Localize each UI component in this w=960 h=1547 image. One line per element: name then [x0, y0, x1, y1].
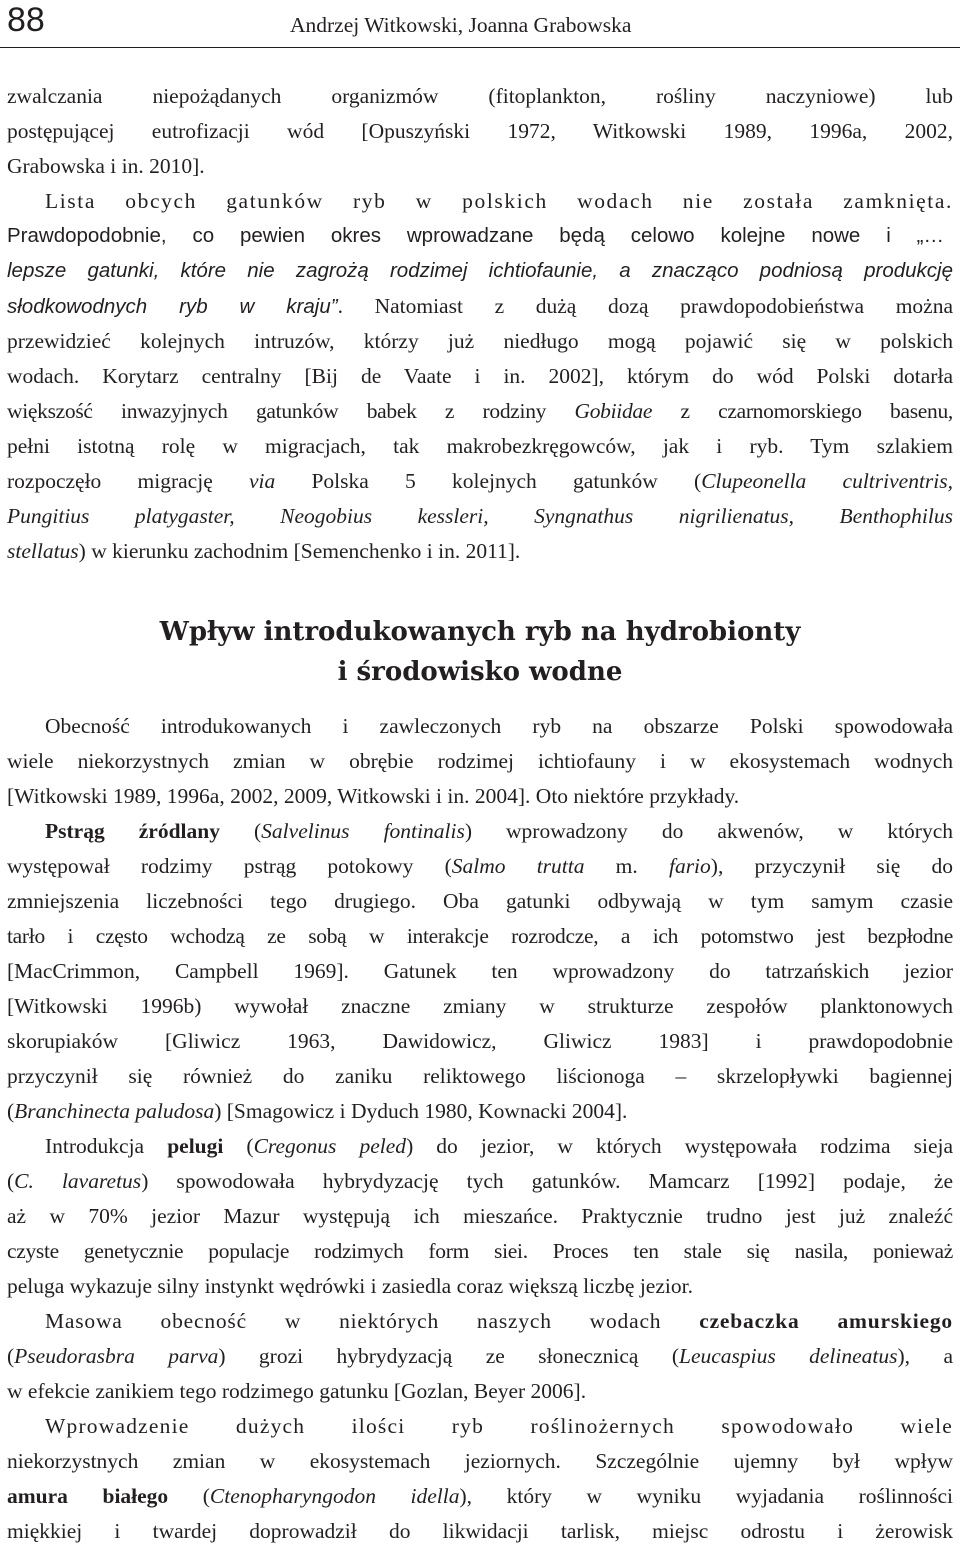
page-header [0, 0, 960, 50]
species-names: Pungitius platygaster, Neogobius kessleri, Syngnathus nigrilienatus, Benthophilus [7, 504, 953, 528]
text-span: . Natomiast z dużą dozą prawdopodobieństwa można [337, 294, 953, 318]
species-name: C. lavaretus [14, 1169, 142, 1193]
text-line: niekorzystnych zmian w ekosystemach jeziornych. Szczególnie ujemny był wpływ [7, 1449, 953, 1473]
text-line [7, 466, 953, 496]
text-line [7, 501, 953, 531]
text-line: skorupiaków [Gliwicz 1963, Dawidowicz, Gliwicz 1983] i prawdopodobnie [7, 1029, 953, 1053]
text-span: ) w kierunku zachodnim [Semenchenko i in. 2011]. [78, 539, 521, 563]
text-line: tarło i często wchodzą ze sobą w interakcje rozrodcze, a ich potomstwo jest bezpłodne [7, 924, 953, 948]
text-span: ( [223, 1134, 254, 1158]
species-common-name: pelugi [167, 1134, 224, 1158]
species-name: Ctenopharyngodon idella [209, 1484, 460, 1508]
text-span: ) grozi hybrydyzacją ze słonecznicą ( [218, 1344, 679, 1368]
text-span: ( [7, 1099, 15, 1123]
species-common-name: czebaczka amurskiego [699, 1309, 953, 1333]
text-line [7, 256, 953, 286]
text-line: czyste genetycznie populacje rodzimych form siei. Proces ten stale się nasila, ponieważ [7, 1239, 953, 1263]
text-line [7, 1096, 953, 1126]
text-span: Introdukcja [45, 1134, 168, 1158]
quote-text: lepsze gatunki, które nie zagrożą rodzimej ichtiofaunie, a znacząco podniosą produkcję [7, 259, 953, 282]
species-name: Clupeonella cultriventris, [701, 469, 953, 493]
text-span: rozpoczęło migrację [7, 469, 249, 493]
text-line: zwalczania niepożądanych organizmów (fitoplankton, rośliny naczyniowe) lub [7, 84, 953, 108]
text-line: w efekcie zanikiem tego rodzimego gatunku [Gozlan, Beyer 2006]. [7, 1379, 587, 1403]
text-line [7, 536, 953, 566]
text-span: ), który w wyniku wyjadania roślinności [459, 1484, 953, 1508]
species-name: Pseudorasbra parva [14, 1344, 219, 1368]
text-span: ( [7, 1344, 15, 1368]
quote-text: słodkowodnych ryb w kraju” [7, 295, 338, 318]
text-span: ) spowodowała hybrydyzację tych gatunków. Mamcarz [1992] podaje, że [141, 1169, 953, 1193]
species-name: Salvelinus fontinalis [261, 819, 465, 843]
text-span: ( [168, 1484, 210, 1508]
text-line: wodach. Korytarz centralny [Bij de Vaate i in. 2002], którym do wód Polski dotarła [7, 364, 953, 388]
text-line [7, 1481, 953, 1511]
text-span: ( [219, 819, 262, 843]
text-span: Polska 5 kolejnych gatunków ( [275, 469, 702, 493]
species-name: Leucaspius delineatus [679, 1344, 898, 1368]
section-heading: i środowisko wodne [337, 657, 623, 687]
text-span: ) wprowadzony do akwenów, w których [464, 819, 953, 843]
text-line: przyczynił się również do zaniku reliktowego liścionoga – skrzelopływki bagiennej [7, 1064, 953, 1088]
species-common-name: Pstrąg źródlany [45, 819, 220, 843]
text-line: [Witkowski 1989, 1996a, 2002, 2009, Witkowski i in. 2004]. Oto niektóre przykłady. [7, 784, 740, 808]
text-span: ( [7, 1169, 15, 1193]
text-line [45, 816, 953, 846]
species-form: fario [668, 854, 711, 878]
text-line: Prawdopodobnie, co pewien okres wprowadzane będą celowo kolejne nowe i „… [7, 224, 944, 247]
header-rule [0, 47, 960, 48]
text-line [7, 1166, 953, 1196]
species-common-name: amura białego [7, 1484, 169, 1508]
text-line: miękkiej i twardej doprowadził do likwidacji tarlisk, miejsc odrostu i żerowisk [7, 1519, 953, 1543]
text-line [7, 291, 953, 322]
page-number: 88 [7, 1, 45, 39]
text-line [7, 851, 953, 881]
text-line: przewidzieć kolejnych intruzów, którzy już niedługo mogą pojawić się w polskich [7, 329, 953, 353]
text-line [7, 396, 953, 426]
text-span: ), przyczynił się do [710, 854, 953, 878]
latin-word: via [248, 469, 276, 493]
species-name: Branchinecta paludosa [14, 1099, 215, 1123]
text-line: [Witkowski 1996b) wywołał znaczne zmiany w strukturze zespołów planktonowych [7, 994, 953, 1018]
text-line [45, 1131, 953, 1161]
text-line [7, 1341, 953, 1371]
text-line: pełni istotną rolę w migracjach, tak makrobezkręgowców, jak i ryb. Tym szlakiem [7, 434, 953, 458]
text-span: ) [Smagowicz i Dyduch 1980, Kownacki 2004]. [214, 1099, 628, 1123]
text-line: Lista obcych gatunków ryb w polskich wodach nie została zamknięta. [45, 189, 953, 213]
text-line: Wprowadzenie dużych ilości ryb roślinożernych spowodowało wiele [45, 1414, 953, 1438]
text-line: zmniejszenia liczebności tego drugiego. Oba gatunki odbywają w tym samym czasie [7, 889, 953, 913]
running-head: Andrzej Witkowski, Joanna Grabowska [290, 13, 632, 37]
text-line [45, 1306, 953, 1336]
text-line: postępującej eutrofizacji wód [Opuszyński 1972, Witkowski 1989, 1996a, 2002, [7, 119, 953, 143]
species-name: Cregonus peled [253, 1134, 407, 1158]
text-span: większość inwazyjnych gatunków babek z rodziny [7, 399, 575, 423]
text-line: Grabowska i in. 2010]. [7, 154, 205, 178]
text-line: wiele niekorzystnych zmian w obrębie rodzimej ichtiofauny i w ekosystemach wodnych [7, 749, 953, 773]
text-span: m. [584, 854, 669, 878]
taxon-name: Gobiidae [574, 399, 653, 423]
text-line: [MacCrimmon, Campbell 1969]. Gatunek ten wprowadzony do tatrzańskich jezior [7, 959, 953, 983]
text-span: ), a [897, 1344, 953, 1368]
text-span: występował rodzimy pstrąg potokowy ( [7, 854, 452, 878]
text-line: Obecność introdukowanych i zawleczonych ryb na obszarze Polski spowodowała [45, 714, 953, 738]
text-span: Masowa obecność w niektórych naszych wodach [45, 1309, 700, 1333]
text-line: peluga wykazuje silny instynkt wędrówki i zasiedla coraz większą liczbę jezior. [7, 1274, 693, 1298]
text-span: z czarnomorskiego basenu, [652, 399, 953, 423]
text-line: aż w 70% jezior Mazur występują ich mieszańce. Praktycznie trudno jest już znaleźć [7, 1204, 953, 1228]
species-name: stellatus [7, 539, 79, 563]
species-name: Salmo trutta [451, 854, 585, 878]
section-heading: Wpływ introdukowanych ryb na hydrobionty [159, 617, 801, 647]
text-span: ) do jezior, w których występowała rodzima sieja [406, 1134, 953, 1158]
